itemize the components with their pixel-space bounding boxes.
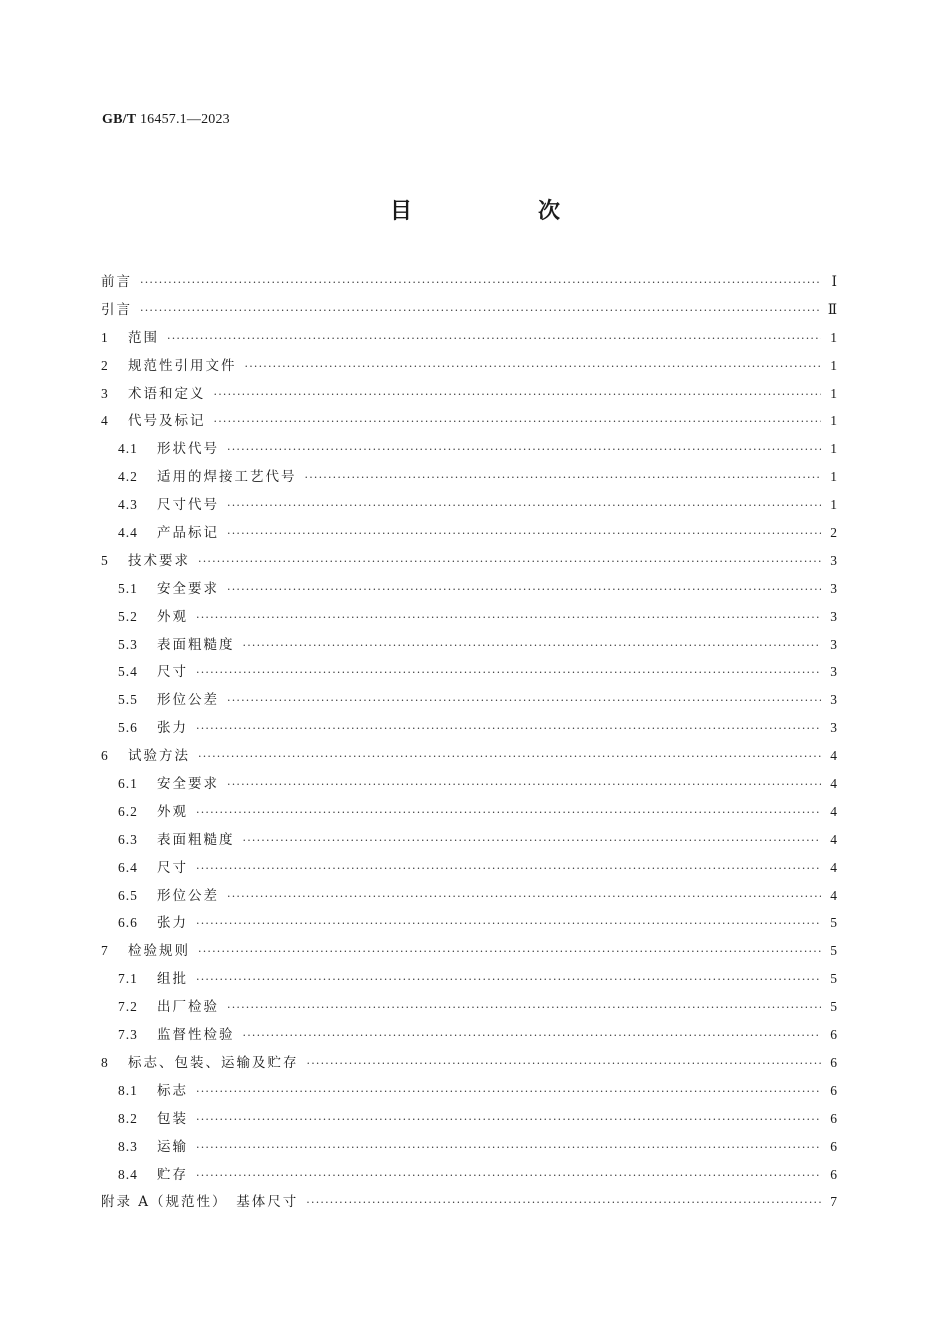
toc-entry-label: 尺寸代号 [157, 497, 219, 514]
toc-entry[interactable] [101, 549, 837, 577]
toc-leader-dots [245, 360, 822, 373]
toc-leader-dots [243, 639, 822, 652]
toc-entry-number: 6.6 [118, 915, 138, 931]
toc-entry-number: 5.2 [118, 608, 138, 624]
toc-entry[interactable] [101, 939, 837, 967]
toc-entry-label: 术语和定义 [128, 385, 206, 402]
page-title: 目 次 [389, 199, 612, 224]
toc-entry-label: 规范性引用文件 [128, 357, 237, 374]
toc-entry-number: 8.4 [118, 1166, 138, 1182]
toc-entry[interactable] [101, 409, 837, 437]
toc-entry[interactable] [101, 1135, 837, 1163]
toc-entry-page: 4 [830, 748, 837, 764]
toc-leader-dots [227, 583, 821, 596]
toc-leader-dots [196, 666, 821, 679]
toc-entry-label: 张力 [157, 915, 188, 932]
toc-entry-page: 5 [830, 971, 837, 987]
toc-entry-number: 4.4 [118, 525, 138, 541]
toc-entry-label: 张力 [157, 720, 188, 737]
toc-entry-label: 标志 [157, 1082, 188, 1099]
toc-entry-number: 8.2 [118, 1110, 138, 1126]
toc-entry[interactable] [101, 1051, 837, 1079]
toc-entry-page: 6 [830, 1027, 837, 1043]
toc-entry[interactable] [101, 688, 837, 716]
toc-entry-label: 前言 [101, 274, 132, 290]
toc-leader-dots [196, 973, 821, 986]
toc-leader-dots [227, 499, 821, 512]
toc-entry-label: 标志、包装、运输及贮存 [128, 1054, 299, 1071]
toc-entry-page: 5 [830, 943, 837, 959]
toc-entry-page: 6 [830, 1054, 837, 1070]
toc-entry-page: 6 [830, 1110, 837, 1126]
toc-entry-number: 4.1 [118, 441, 138, 457]
toc-leader-dots [198, 750, 821, 763]
toc-entry-label: 出厂检验 [157, 999, 219, 1016]
toc-entry-page: 6 [830, 1138, 837, 1154]
toc-entry[interactable] [101, 995, 837, 1023]
toc-entry-label: 外观 [157, 608, 188, 625]
toc-entry-page: 1 [830, 329, 837, 345]
toc-entry-label: 适用的焊接工艺代号 [157, 469, 297, 486]
toc-entry-page: 3 [830, 664, 837, 680]
toc-leader-dots [243, 1029, 822, 1042]
toc-entry-label: 产品标记 [157, 525, 219, 542]
toc-entry-number: 8.1 [118, 1082, 138, 1098]
toc-entry-number: 4 [101, 413, 109, 429]
toc-leader-dots [140, 304, 821, 317]
toc-entry[interactable] [101, 1023, 837, 1051]
toc-entry-number: 7 [101, 943, 109, 959]
toc-entry-page: 3 [830, 608, 837, 624]
toc-entry-label: 引言 [101, 301, 132, 318]
toc-entry-page: 1 [830, 469, 837, 485]
toc-entry-label: 试验方法 [128, 748, 190, 765]
toc-entry-label: 表面粗糙度 [157, 831, 235, 848]
toc-entry-page: 3 [830, 552, 837, 568]
toc-entry-label: 形位公差 [157, 692, 219, 709]
toc-entry[interactable] [101, 716, 837, 744]
toc-entry[interactable] [101, 633, 837, 661]
toc-entry-number: 5.3 [118, 636, 138, 652]
standard-prefix: GB/T [102, 112, 137, 127]
toc-entry-page: Ⅱ [827, 301, 837, 317]
toc-entry-number: 5.6 [118, 720, 138, 736]
toc-entry[interactable] [101, 493, 837, 521]
toc-leader-dots [227, 1001, 821, 1014]
toc-leader-dots [227, 694, 821, 707]
toc-leader-dots [196, 1141, 821, 1154]
toc-leader-dots [243, 834, 822, 847]
toc-entry-label: 表面粗糙度 [157, 636, 235, 653]
toc-entry-label: 范围 [128, 329, 159, 346]
toc-entry[interactable] [101, 577, 837, 605]
toc-entry-label: 贮存 [157, 1166, 188, 1183]
toc-entry-page: 1 [830, 413, 837, 429]
toc-entry[interactable] [101, 326, 837, 354]
toc-entry-label: 附录 A（规范性） 基体尺寸 [101, 1194, 299, 1211]
standard-number: 16457.1—2023 [139, 112, 230, 127]
toc-entry-number: 6.3 [118, 831, 138, 847]
toc-leader-dots [306, 1196, 821, 1209]
toc-entry[interactable] [101, 660, 837, 688]
toc-leader-dots [196, 1169, 821, 1182]
document-code [102, 112, 230, 128]
toc-leader-dots [227, 778, 821, 791]
toc-entry-number: 5.5 [118, 692, 138, 708]
toc-entry[interactable] [101, 465, 837, 493]
toc-entry-number: 7.3 [118, 1027, 138, 1043]
toc-entry[interactable] [101, 772, 837, 800]
toc-entry-page: 7 [830, 1194, 837, 1210]
toc-leader-dots [307, 1057, 822, 1070]
toc-entry[interactable] [101, 354, 837, 382]
toc-entry-page: 5 [830, 915, 837, 931]
toc-entry[interactable] [101, 856, 837, 884]
toc-entry-label: 外观 [157, 803, 188, 820]
toc-entry-number: 8 [101, 1054, 109, 1070]
toc-entry-page: 1 [830, 385, 837, 401]
toc-entry-number: 6.2 [118, 803, 138, 819]
toc-entry-label: 检验规则 [128, 943, 190, 960]
toc-entry-number: 5.1 [118, 580, 138, 596]
toc-entry[interactable] [101, 911, 837, 939]
toc-entry[interactable] [101, 744, 837, 772]
toc-entry[interactable] [101, 884, 837, 912]
toc-entry-label: 运输 [157, 1138, 188, 1155]
toc-entry-label: 形状代号 [157, 441, 219, 458]
toc-entry-number: 5 [101, 552, 109, 568]
toc-entry-page: 4 [830, 776, 837, 792]
toc-entry-page: Ⅰ [831, 274, 837, 289]
toc-entry-number: 4.3 [118, 497, 138, 513]
toc-leader-dots [196, 862, 821, 875]
toc-entry-page: 1 [830, 441, 837, 457]
toc-entry-number: 7.1 [118, 971, 138, 987]
toc-entry-page: 4 [830, 887, 837, 903]
toc-entry[interactable] [101, 605, 837, 633]
toc-entry-page: 3 [830, 580, 837, 596]
toc-entry-number: 5.4 [118, 664, 138, 680]
toc-entry-page: 1 [830, 357, 837, 373]
toc-entry[interactable] [101, 298, 837, 326]
toc-entry-label: 监督性检验 [157, 1027, 235, 1044]
toc-entry[interactable] [101, 967, 837, 995]
toc-entry[interactable] [101, 270, 837, 298]
toc-entry[interactable] [101, 437, 837, 465]
toc-entry[interactable] [101, 1079, 837, 1107]
toc-entry-number: 1 [101, 329, 109, 345]
toc-entry-label: 尺寸 [157, 859, 188, 876]
toc-leader-dots [227, 527, 821, 540]
toc-leader-dots [198, 555, 821, 568]
toc-leader-dots [214, 415, 822, 428]
toc-entry-number: 6.4 [118, 859, 138, 875]
toc-entry-number: 3 [101, 385, 109, 401]
toc-entry-label: 技术要求 [128, 552, 190, 569]
toc-entry-number: 6 [101, 748, 109, 764]
toc-entry-number: 8.3 [118, 1138, 138, 1154]
toc-entry-page: 6 [830, 1166, 837, 1182]
toc-entry[interactable] [101, 1163, 837, 1191]
toc-leader-dots [167, 332, 821, 345]
toc-entry-page: 4 [830, 831, 837, 847]
toc-leader-dots [140, 276, 821, 289]
toc-entry-label: 形位公差 [157, 887, 219, 904]
toc-entry-page: 3 [830, 692, 837, 708]
toc-entry-page: 4 [830, 803, 837, 819]
toc-entry[interactable] [101, 1107, 837, 1135]
toc-entry-page: 2 [830, 525, 837, 541]
toc-entry[interactable] [101, 382, 837, 410]
toc-entry-number: 6.1 [118, 776, 138, 792]
toc-leader-dots [196, 1113, 821, 1126]
toc-entry-label: 安全要求 [157, 776, 219, 793]
toc-entry[interactable] [101, 521, 837, 549]
toc-entry-label: 尺寸 [157, 664, 188, 681]
toc-entry-label: 组批 [157, 971, 188, 988]
toc-entry-label: 包装 [157, 1110, 188, 1127]
toc-leader-dots [196, 917, 821, 930]
toc-entry-number: 4.2 [118, 469, 138, 485]
toc-entry-page: 3 [830, 720, 837, 736]
toc-leader-dots [196, 611, 821, 624]
toc-entry-page: 4 [830, 859, 837, 875]
toc-entry[interactable] [101, 1190, 837, 1218]
toc-entry[interactable] [101, 800, 837, 828]
toc-entry-label: 安全要求 [157, 580, 219, 597]
toc-entry-number: 2 [101, 357, 109, 373]
toc-leader-dots [227, 890, 821, 903]
toc-entry-page: 1 [830, 497, 837, 513]
toc-entry-label: 代号及标记 [128, 413, 206, 430]
toc-entry-page: 5 [830, 999, 837, 1015]
toc-leader-dots [305, 471, 822, 484]
toc-leader-dots [196, 1085, 821, 1098]
toc-entry[interactable] [101, 828, 837, 856]
toc-leader-dots [198, 945, 821, 958]
toc-leader-dots [227, 443, 821, 456]
table-of-contents [101, 270, 837, 1218]
toc-entry-number: 6.5 [118, 887, 138, 903]
toc-leader-dots [196, 722, 821, 735]
toc-entry-page: 6 [830, 1082, 837, 1098]
toc-leader-dots [196, 806, 821, 819]
toc-leader-dots [214, 388, 822, 401]
toc-entry-page: 3 [830, 636, 837, 652]
toc-entry-number: 7.2 [118, 999, 138, 1015]
